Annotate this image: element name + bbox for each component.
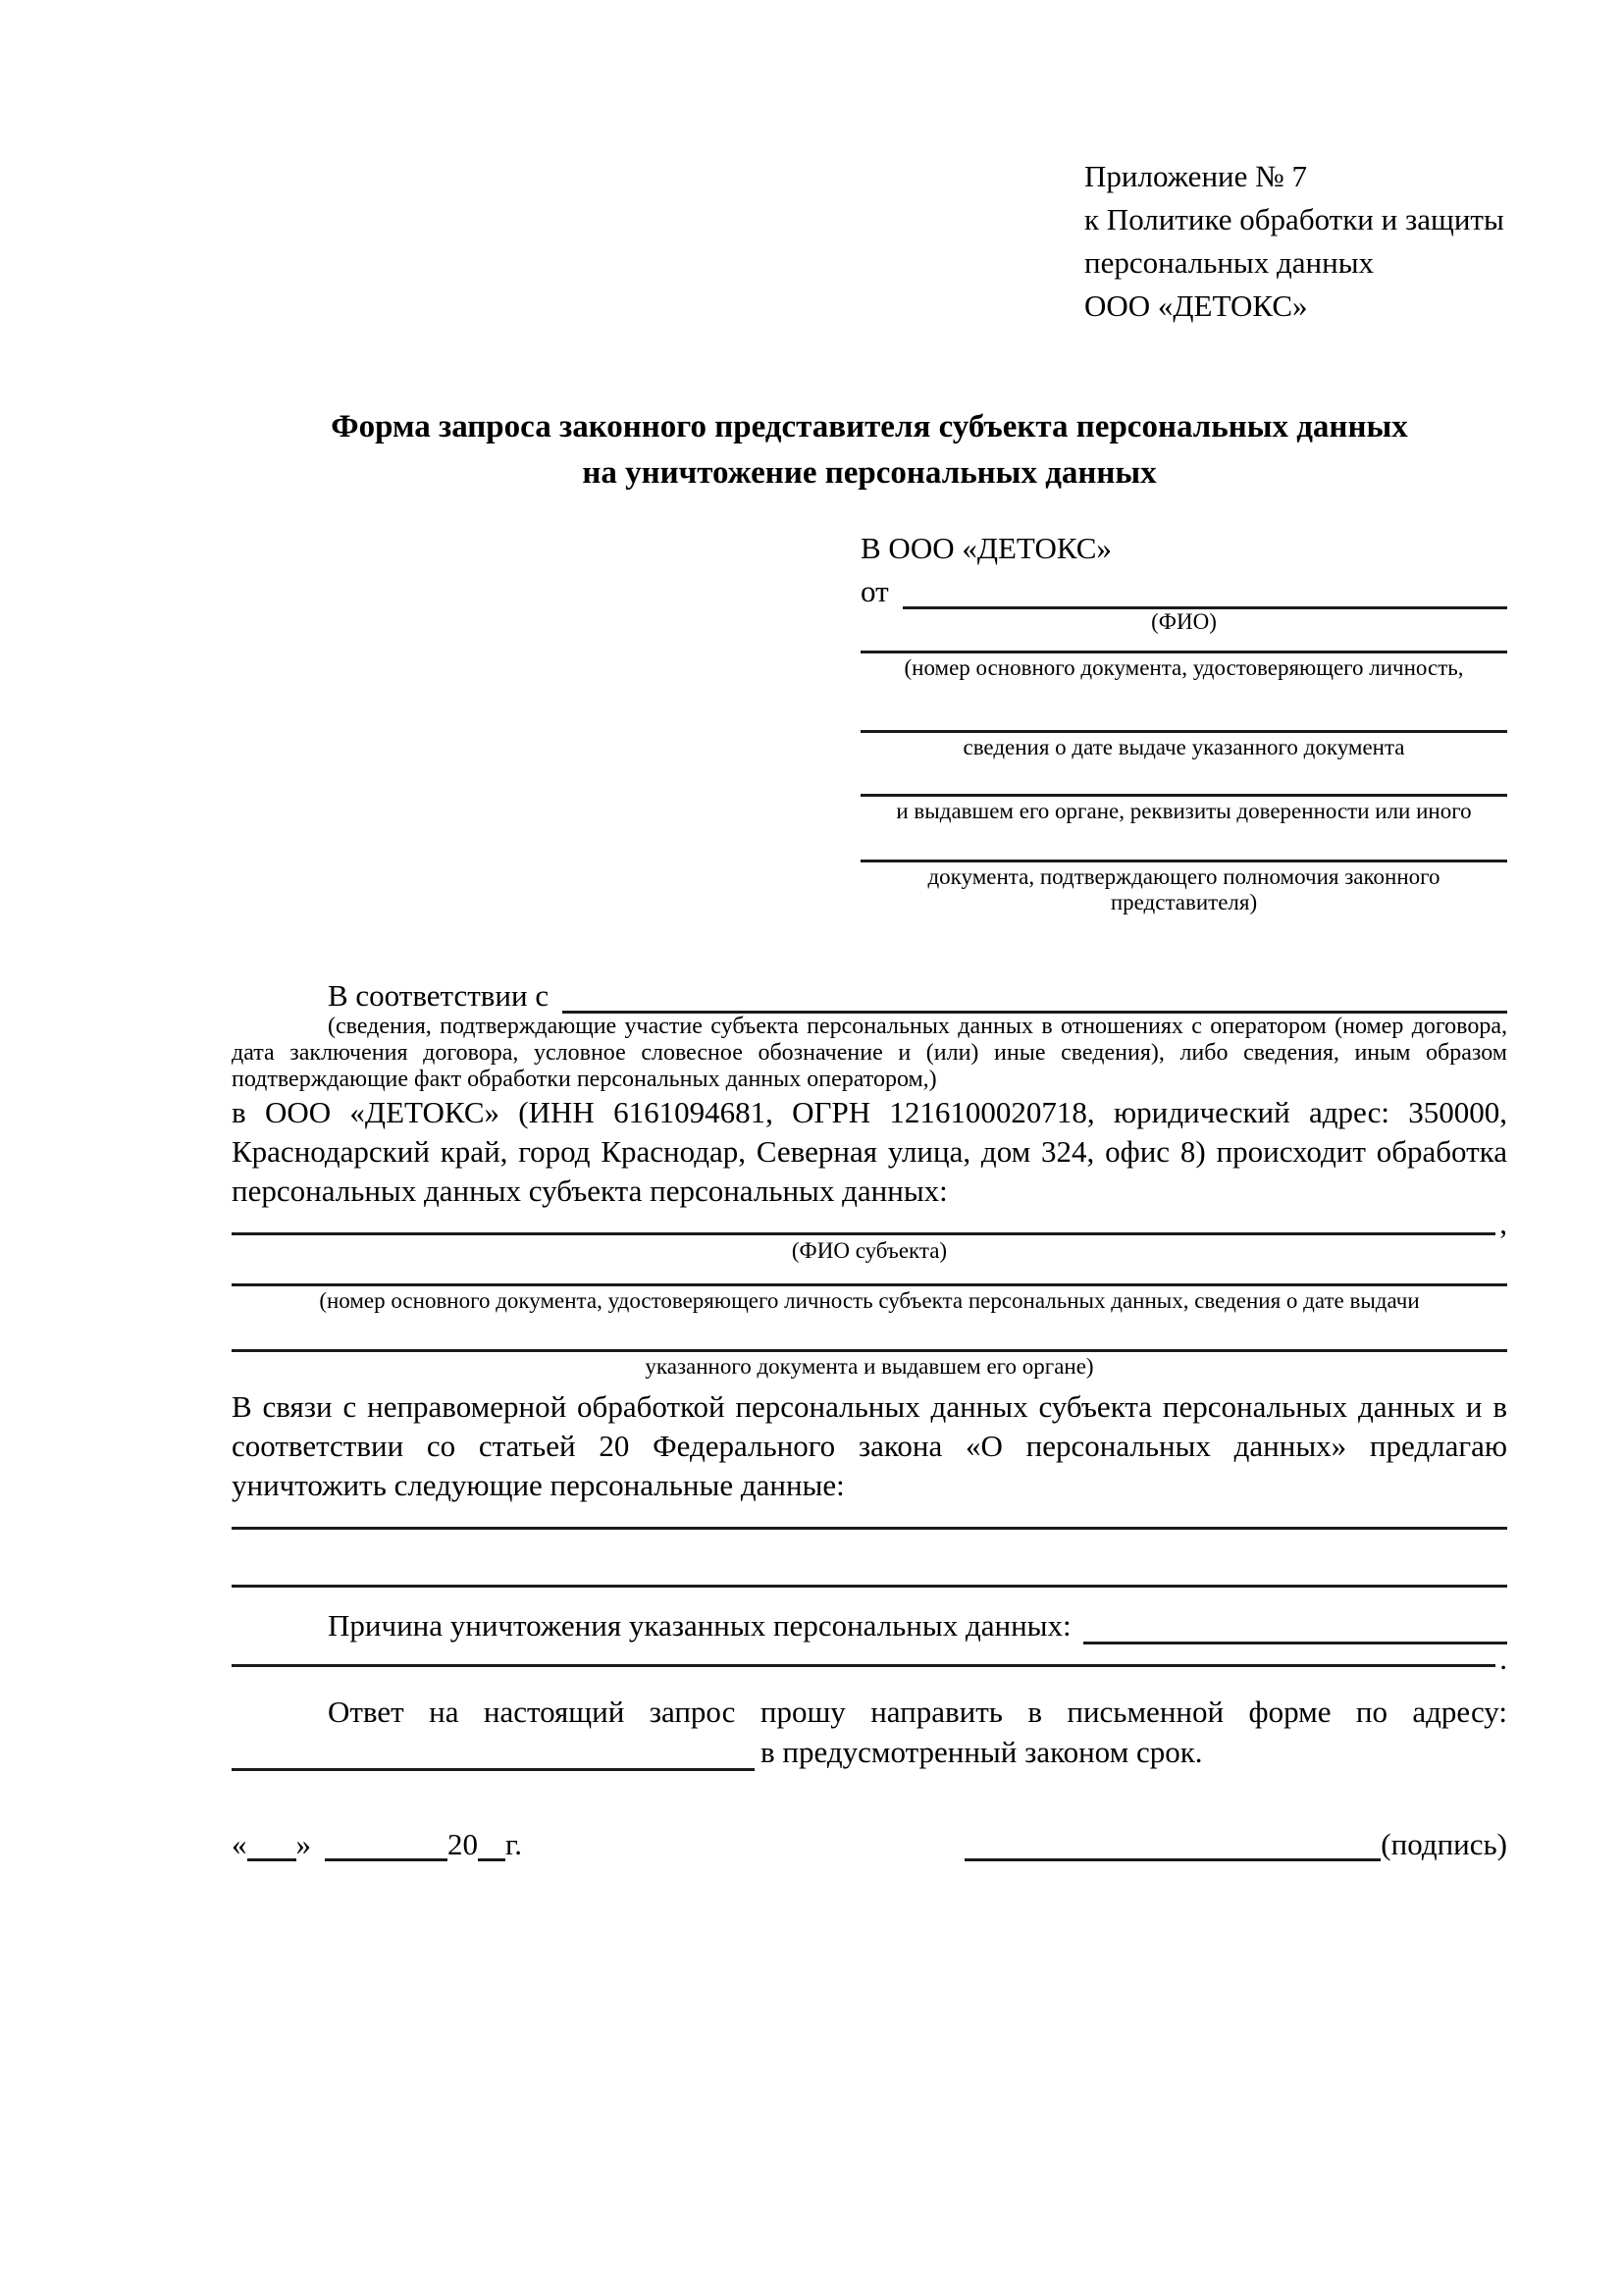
date-day-fill-line <box>247 1858 296 1861</box>
addressee-block <box>861 529 1507 915</box>
date-year-prefix: 20 <box>447 1827 478 1861</box>
date-year-fill-line <box>478 1858 505 1861</box>
form-title-line: Форма запроса законного представителя субъекта персональных данных <box>331 409 1408 444</box>
data-to-destroy-fill-line <box>232 1585 1507 1588</box>
representative-doc-group <box>861 730 1507 760</box>
representative-doc-group <box>861 651 1507 681</box>
addressee-to: В ООО «ДЕТОКС» <box>861 531 1112 565</box>
subject-doc-fill-line <box>232 1349 1507 1352</box>
appendix-line: Приложение № 7 <box>1084 159 1307 193</box>
reason-end-period: . <box>1499 1642 1507 1676</box>
representative-doc-caption: сведения о дате выдаче указанного документа <box>963 735 1405 759</box>
subject-doc-fill-line <box>232 1283 1507 1286</box>
appendix-line: персональных данных <box>1084 245 1375 280</box>
representative-doc-fill-line <box>861 860 1507 862</box>
subject-doc-caption: (номер основного документа, удостоверяющего личность субъекта персональных данных, сведения о дате выдачи <box>319 1288 1420 1313</box>
representative-doc-fill-line <box>861 730 1507 733</box>
subject-fio-fill-line <box>232 1211 1495 1235</box>
representative-doc-caption: (номер основного документа, удостоверяющего личность, <box>904 655 1464 680</box>
representative-doc-group <box>861 794 1507 824</box>
subject-fio-caption: (ФИО субъекта) <box>791 1238 948 1263</box>
data-to-destroy-fill-line <box>232 1527 1507 1530</box>
from-label: от <box>861 574 889 608</box>
form-title <box>232 404 1507 496</box>
signature-group <box>965 1828 1507 1861</box>
date-open-quote: « <box>232 1827 247 1861</box>
reason-label: Причина уничтожения указанных персональных данных: <box>328 1608 1072 1643</box>
appendix-line: к Политике обработки и защиты <box>1084 202 1504 236</box>
from-row <box>861 570 1507 609</box>
accordance-label: В соответствии с <box>328 978 550 1013</box>
date-close-quote: » <box>295 1827 311 1861</box>
fio-caption: (ФИО) <box>1151 609 1217 634</box>
representative-doc-caption: и выдавшем его органе, реквизиты доверенности или иного <box>896 799 1472 823</box>
date-year-suffix: г. <box>505 1827 522 1861</box>
answer-paragraph: Ответ на настоящий запрос прошу направить в письменной форме по адресу: <box>328 1695 1507 1729</box>
answer-address-row <box>232 1732 1507 1771</box>
representative-doc-fill-line <box>861 651 1507 653</box>
appendix-line: ООО «ДЕТОКС» <box>1084 288 1308 323</box>
representative-doc-group <box>861 860 1507 915</box>
signature-fill-line <box>965 1858 1381 1861</box>
accordance-row <box>232 974 1507 1014</box>
reason-end-fill-line <box>232 1650 1495 1667</box>
subject-fio-row <box>232 1206 1507 1240</box>
subject-doc-caption: указанного документа и выдавшем его органе) <box>645 1354 1094 1379</box>
request-paragraph: В связи с неправомерной обработкой персональных данных субъекта персональных данных и в соответствии со статьей 20 Федерального закона «О персональных данных» предлагаю уничтожить следующие персональные данные: <box>232 1389 1507 1502</box>
answer-tail: в предусмотренный законом срок. <box>760 1735 1203 1769</box>
document-content <box>232 0 1507 1861</box>
date-month-fill-line <box>325 1858 447 1861</box>
date-group <box>232 1828 522 1861</box>
answer-address-fill-line <box>232 1768 755 1771</box>
signature-caption: (подпись) <box>1381 1827 1507 1861</box>
operator-paragraph: в ООО «ДЕТОКС» (ИНН 6161094681, ОГРН 1216100020718, юридический адрес: 350000, Краснодарский край, город Краснодар, Северная улица, дом 324, офис 8) происходит обработка персональных данных субъекта персональных данных: <box>232 1095 1507 1208</box>
reason-row <box>232 1603 1507 1644</box>
reason-end-row <box>232 1642 1507 1676</box>
appendix-block <box>1084 0 1507 328</box>
subject-fio-comma: , <box>1499 1206 1507 1240</box>
representative-doc-caption: документа, подтверждающего полномочия законного представителя) <box>927 864 1440 914</box>
accordance-note: (сведения, подтверждающие участие субъекта персональных данных в отношениях с оператором (номер договора, дата заключения договора, условное словесное обозначение и (или) иные сведения), либо сведения, иным образом подтверждающие факт обработки персональных данных оператором,) <box>232 1014 1507 1092</box>
form-title-line: на уничтожение персональных данных <box>582 455 1157 491</box>
representative-doc-fill-line <box>861 794 1507 797</box>
reason-fill-line <box>1083 1642 1507 1644</box>
signature-row <box>232 1826 1507 1861</box>
